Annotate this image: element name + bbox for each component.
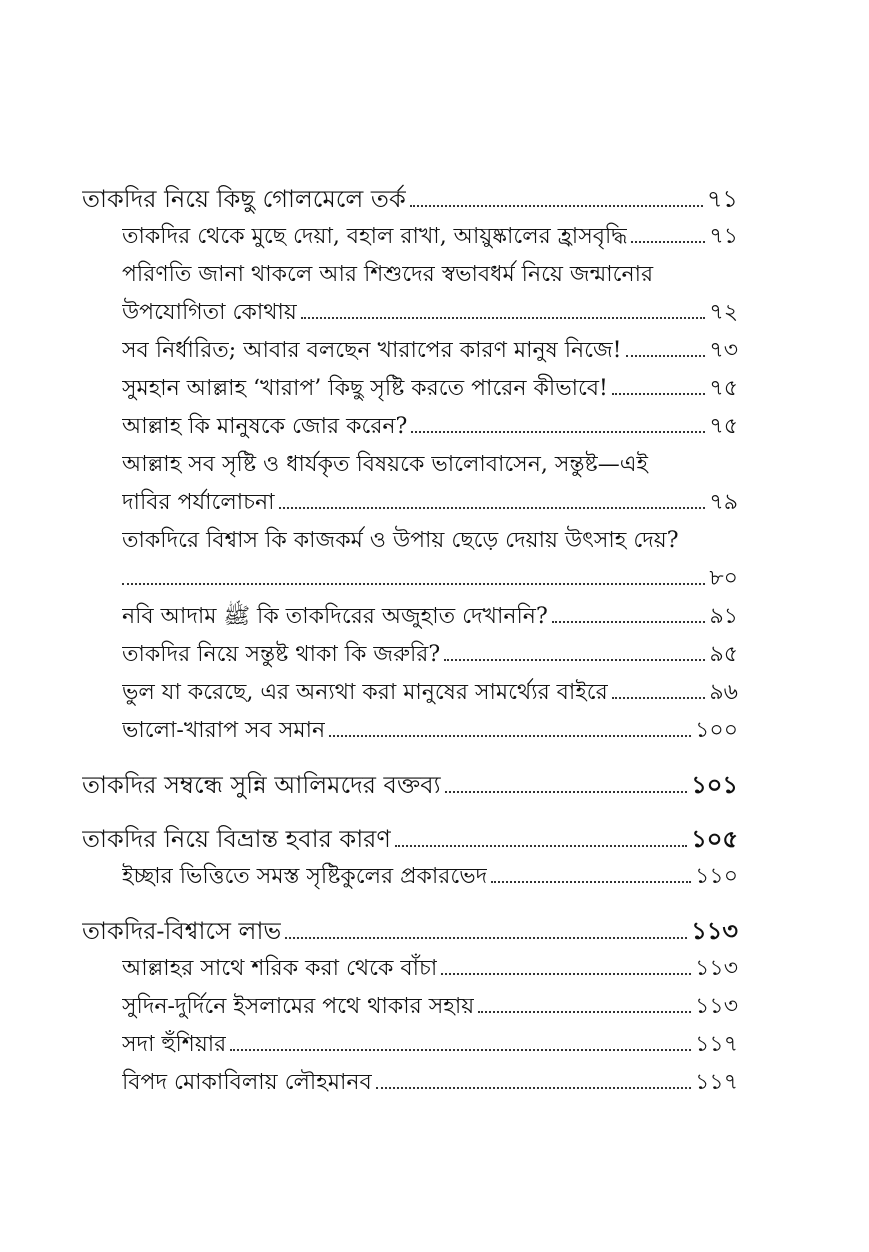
leader-dots xyxy=(612,393,706,395)
toc-page-number: ৭২ xyxy=(709,300,738,325)
toc-title: তাকদির থেকে মুছে দেয়া, বহাল রাখা, আয়ুষ্কালের হ্রাসবৃদ্ধি xyxy=(122,224,628,249)
toc-page-number: ১০০ xyxy=(695,718,738,743)
toc-title: সুদিন-দুর্দিনে ইসলামের পথে থাকার সহায় xyxy=(122,994,475,1019)
toc-page-number: ৭৯ xyxy=(709,490,738,515)
leader-dots xyxy=(411,431,705,433)
toc-title: তাকদির নিয়ে সন্তুষ্ট থাকা কি জরুরি? xyxy=(122,642,441,667)
leader-dots xyxy=(410,205,703,207)
toc-title-line: দাবির পর্যালোচনা xyxy=(122,490,275,515)
toc-section[interactable] xyxy=(122,408,738,446)
leader-dots xyxy=(491,881,691,883)
toc-page-number: ৯১ xyxy=(709,604,738,629)
toc-title: তাকদির-বিশ্বাসে লাভ xyxy=(82,917,282,945)
toc-page-number: ৭৫ xyxy=(709,414,738,439)
toc-title: নবি আদাম ﷺ কি তাকদিরের অজুহাত দেখাননি? xyxy=(122,604,548,629)
toc-title: ভুল যা করেছে, এর অন্যথা করা মানুষের সামর্থ্যের বাইরে xyxy=(122,680,608,705)
leader-dots xyxy=(631,241,705,243)
leader-dots xyxy=(445,791,688,793)
leader-dots xyxy=(329,735,691,737)
toc-section[interactable] xyxy=(122,858,738,896)
toc-title: সুমহান আল্লাহ ‘খারাপ’ কিছু সৃষ্টি করতে পারেন কীভাবে! xyxy=(122,376,608,401)
toc-section[interactable] xyxy=(122,1064,738,1102)
toc-title-line: পরিণতি জানা থাকলে আর শিশুদের স্বভাবধর্ম নিয়ে জন্মানোর xyxy=(122,262,654,287)
leader-dots xyxy=(122,583,705,585)
toc-page-number: ১১৭ xyxy=(695,1032,738,1057)
toc-section[interactable] xyxy=(122,522,738,598)
table-of-contents xyxy=(82,180,738,1102)
toc-title: সদা হুঁশিয়ার xyxy=(122,1032,227,1057)
leader-dots xyxy=(626,355,706,357)
leader-dots xyxy=(230,1049,691,1051)
toc-title: আল্লাহর সাথে শরিক করা থেকে বাঁচা xyxy=(122,956,438,981)
leader-dots xyxy=(395,845,687,847)
toc-chapter[interactable] xyxy=(82,180,738,218)
toc-section[interactable] xyxy=(122,256,738,332)
toc-page-number: ১১৩ xyxy=(695,994,738,1019)
leader-dots xyxy=(301,317,706,319)
toc-page-number: ৯৬ xyxy=(709,680,738,705)
toc-page-number: ১০৫ xyxy=(691,824,738,853)
toc-page-number: ১১০ xyxy=(695,864,738,889)
toc-page-number: ১১৩ xyxy=(691,916,738,945)
toc-section[interactable] xyxy=(122,674,738,712)
toc-page-number: ৭১ xyxy=(709,224,738,249)
toc-section[interactable] xyxy=(122,332,738,370)
toc-page-number: ১১৩ xyxy=(695,956,738,981)
toc-title-line: তাকদিরে বিশ্বাস কি কাজকর্ম ও উপায় ছেড়ে দেয়ায় উৎসাহ দেয়? xyxy=(122,528,679,553)
toc-section[interactable] xyxy=(122,988,738,1026)
toc-chapter[interactable] xyxy=(82,820,738,858)
toc-title-line: উপযোগিতা কোথায় xyxy=(122,300,297,325)
toc-page-number: ৮০ xyxy=(709,566,738,591)
toc-title: তাকদির সম্বন্ধে সুন্নি আলিমদের বক্তব্য xyxy=(82,771,441,799)
leader-dots xyxy=(478,1011,691,1013)
toc-section[interactable] xyxy=(122,636,738,674)
toc-chapter[interactable] xyxy=(82,912,738,950)
toc-page-number: ১১৭ xyxy=(695,1070,738,1095)
toc-title: তাকদির নিয়ে কিছু গোলমেলে তর্ক xyxy=(82,185,406,213)
toc-title: ভালো-খারাপ সব সমান xyxy=(122,718,326,743)
toc-section[interactable] xyxy=(122,712,738,750)
leader-dots xyxy=(552,621,706,623)
toc-title: বিপদ মোকাবিলায় লৌহমানব xyxy=(122,1070,372,1095)
leader-dots xyxy=(279,507,706,509)
toc-page-number: ১০১ xyxy=(691,770,738,799)
toc-section[interactable] xyxy=(122,218,738,256)
toc-chapter[interactable] xyxy=(82,766,738,804)
leader-dots xyxy=(444,659,705,661)
toc-title: তাকদির নিয়ে বিভ্রান্ত হবার কারণ xyxy=(82,825,391,853)
toc-page-number: ৯৫ xyxy=(709,642,738,667)
leader-dots xyxy=(441,973,691,975)
toc-title: সব নির্ধারিত; আবার বলছেন খারাপের কারণ মানুষ নিজে! xyxy=(122,338,622,363)
toc-section[interactable] xyxy=(122,370,738,408)
toc-title: আল্লাহ কি মানুষকে জোর করেন? xyxy=(122,414,408,439)
leader-dots xyxy=(285,937,687,939)
toc-page-number: ৭৩ xyxy=(709,338,738,363)
toc-page-number: ৭১ xyxy=(706,185,738,213)
toc-section[interactable] xyxy=(122,1026,738,1064)
toc-title-line: আল্লাহ সব সৃষ্টি ও ধার্যকৃত বিষয়কে ভালোবাসেন, সন্তুষ্ট—এই xyxy=(122,452,648,477)
leader-dots xyxy=(376,1087,691,1089)
toc-section[interactable] xyxy=(122,598,738,636)
leader-dots xyxy=(612,697,706,699)
toc-title: ইচ্ছার ভিত্তিতে সমস্ত সৃষ্টিকুলের প্রকারভেদ xyxy=(122,864,488,889)
toc-section[interactable] xyxy=(122,950,738,988)
toc-page-number: ৭৫ xyxy=(709,376,738,401)
toc-section[interactable] xyxy=(122,446,738,522)
